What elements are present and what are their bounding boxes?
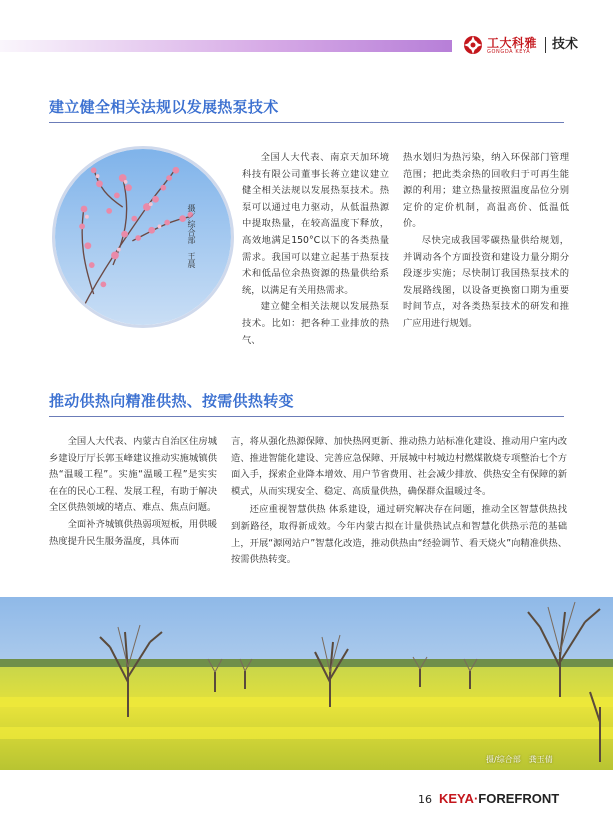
paragraph: 热水划归为热污染，纳入环保部门管理范围；把此类余热的回收归于可再生能源的利用；建立热量按照温度品位分别定价的定价机制，高温高价、低温低价。 [403,152,569,230]
rapeseed-field-photo [0,597,613,770]
section1-heading: 建立健全相关法规以发展热泵技术 [49,98,279,116]
paragraph: 言，将从强化热源保障、加快热网更新、推动热力站标准化建设、推动用户室内改造、推进智能化建设、完善应急保障、开展城中村城边村燃煤散烧专项整治七个方面入手，探索企业降本增效、用户节省费用、社会减少排放、供热安全有保障的新模式，从而实现安全、稳定、高质量供热，确保群众温暖过冬。 [231,436,567,497]
section1-divider [49,122,564,123]
brand-rest: FOREFRONT [478,791,560,806]
footer-brand [439,791,559,806]
paragraph: 全国人大代表、内蒙古自治区住房城乡建设厅厅长郭玉峰建议推动实施城镇供热“温暖工程”。实施“温暖工程”是实实在在的民心工程、发展工程，有助于解决全区供热领域的堵点、难点、焦点问题。 [49,436,217,514]
logo-flower-icon [463,35,483,55]
paragraph: 建立健全相关法规以发展热泵技术。比如：把各种工业排放的热气、 [242,301,389,346]
brand-separator: · [473,791,479,806]
section1-column1 [242,150,389,349]
section-label: 技术 [545,37,578,53]
paragraph: 全面补齐城镇供热弱项短板，用供暖热度提升民生服务温度，具体而 [49,518,217,547]
section2-column2 [231,434,567,569]
section1-column2 [403,150,569,333]
section2-column1 [49,434,217,550]
page-number: 16 [418,793,432,806]
landscape-photo-caption: 摄/综合部 龚玉倩 [486,755,553,764]
logo-text: 工大科雅 [487,36,538,50]
peach-blossom-photo [52,146,234,328]
header-gradient-bar [0,40,452,52]
section2-divider [49,416,564,417]
photo-caption: 摄／综合部 王晨 [187,204,196,268]
paragraph: 全国人大代表、南京天加环境科技有限公司董事长蒋立建议建立健全相关法规以发展热泵技术。热泵可以通过电力驱动，从低温热源中提取热量，在较高温度下释放，高效地满足150°C以下的各类热量需求。我国可以建立起基于热泵技术和低品位余热资源的热量供给系统，以满足有关用热需求。 [242,152,389,296]
section2-heading: 推动供热向精准供热、按需供热转变 [49,392,294,410]
brand-main: KEYA [439,791,474,806]
company-logo [463,33,543,59]
paragraph: 还应重视智慧供热 体系建设，通过研究解决存在问题，推动全区智慧供热找到新路径，取得新成效。今年内蒙古拟在计量供热试点和智慧化供热示范的基础上，开展“源网站户”智慧化改造，推动供热由“经验调节、看天烧火”向精准供热、按需供热转变。 [231,504,567,566]
logo-subtext: GONGDA KEYA [487,49,531,55]
paragraph: 尽快完成我国零碳热量供给规划，并调动各个方面投资和建设力量分期分段逐步实施；尽快制订我国热泵技术的发展路线图，以设备更换窗口期为重要时间节点，对各类热泵技术的研发和推广应用进行规划。 [403,234,569,329]
